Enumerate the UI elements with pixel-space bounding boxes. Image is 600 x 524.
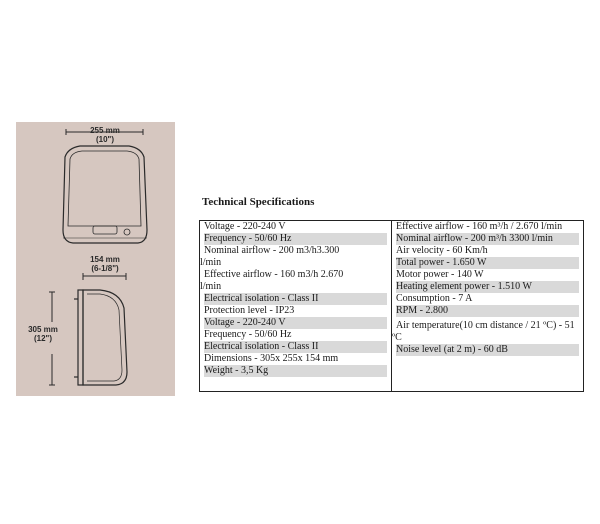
spec-row: RPM - 2.800 [396, 305, 579, 317]
spec-row: Frequency - 50/60 Hz [204, 233, 387, 245]
front-width-mm: 255 mm [90, 126, 120, 135]
front-width-label [80, 126, 130, 144]
side-depth-dimension [83, 273, 126, 280]
specs-title: Technical Specifications [202, 196, 315, 208]
product-drawing [16, 122, 175, 396]
spec-row: Heating element power - 1.510 W [396, 281, 579, 293]
spec-row: Motor power - 140 W [396, 269, 484, 280]
front-view [63, 146, 147, 243]
spec-row: Nominal airflow - 200 m³/h 3300 l/min [396, 233, 579, 245]
spec-row: Consumption - 7 A [396, 293, 473, 304]
spec-row: Air velocity - 60 Km/h [396, 245, 488, 256]
height-inches: (12") [33, 334, 53, 343]
side-depth-label [82, 255, 128, 273]
side-view [74, 290, 127, 385]
specs-right-column [392, 221, 584, 392]
spec-row-line: l/min [200, 257, 222, 268]
spec-row: Electrical isolation - Class II [204, 293, 387, 305]
front-width-inches: (10") [95, 135, 115, 144]
side-depth-inches: (6-1/8") [91, 264, 119, 273]
height-label [23, 325, 63, 343]
spec-row: Weight - 3,5 Kg [204, 365, 387, 377]
spec-row-line: Effective airflow - 160 m3/h 2.670 [204, 269, 344, 280]
spec-row: Dimensions - 305x 255x 154 mm [204, 353, 339, 364]
spec-row [200, 245, 387, 269]
spec-row-line: Nominal airflow - 200 m3/h3.300 [204, 245, 340, 256]
spec-row-line: l/min [200, 281, 222, 292]
specs-left-column [200, 221, 392, 392]
spec-row: Frequency - 50/60 Hz [204, 329, 292, 340]
spec-row [200, 269, 387, 293]
spec-row: Electrical isolation - Class II [204, 341, 387, 353]
specs-table [199, 220, 584, 392]
spec-row-line: ºC [392, 332, 402, 343]
height-mm: 305 mm [28, 325, 58, 334]
spec-row [392, 317, 579, 344]
spec-row: Voltage - 220-240 V [204, 221, 286, 232]
spec-row: Voltage - 220-240 V [204, 317, 387, 329]
spec-row: Protection level - IP23 [204, 305, 295, 316]
spec-row-line: Air temperature(10 cm distance / 21 ºC) - 51 [396, 320, 575, 331]
spec-row: Total power - 1.650 W [396, 257, 579, 269]
spec-row: Effective airflow - 160 m³/h / 2.670 l/min [396, 221, 563, 232]
spec-row: Noise level (at 2 m) - 60 dB [396, 344, 579, 356]
side-depth-mm: 154 mm [90, 255, 120, 264]
